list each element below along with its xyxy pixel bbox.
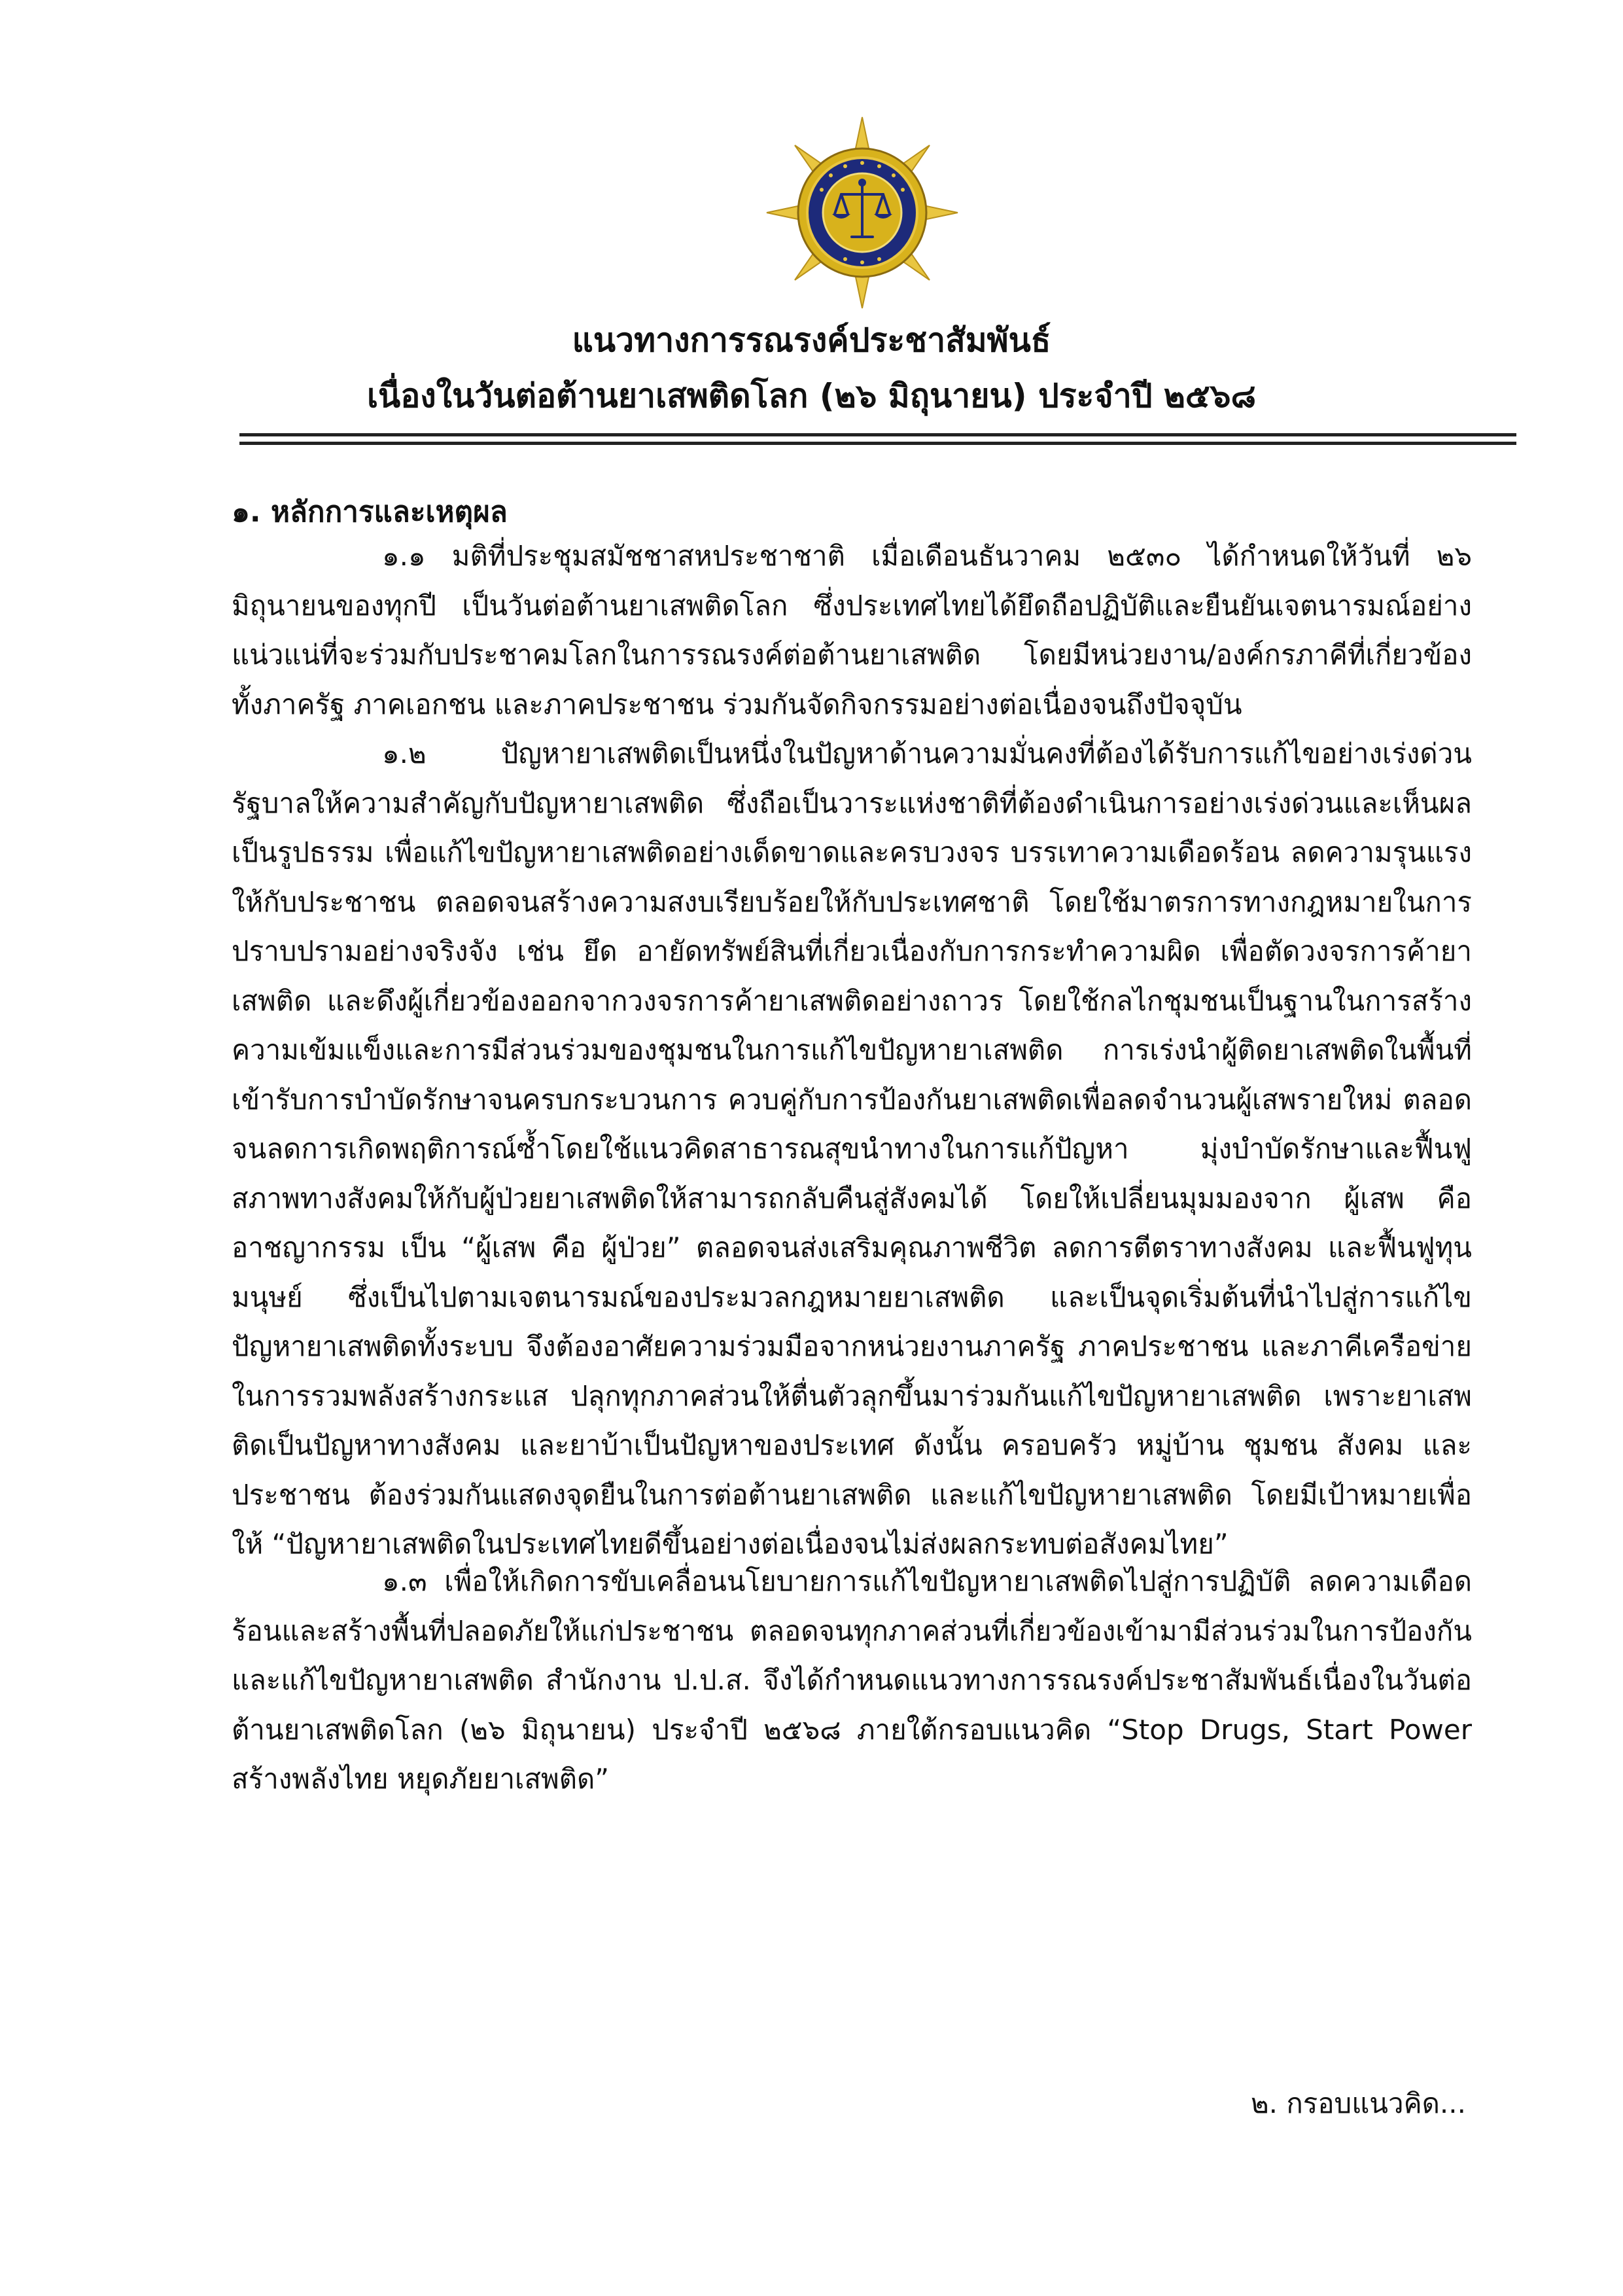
agency-emblem-icon — [764, 115, 960, 311]
paragraph-1-3: ๑.๓ เพื่อให้เกิดการขับเคลื่อนนโยบายการแก้ไขปัญหายาเสพติดไปสู่การปฏิบัติ ลดความเดือดร้อนและสร้างพื้นที่ปลอดภัยให้แก่ประชาชน ตลอดจนทุกภาคส่วนที่เกี่ยวข้องเข้ามามีส่วนร่วมในการป้องกันและแก้ไขปัญหายาเสพติด สำนักงาน ป.ป.ส. จึงได้กำหนดแนวทางการรณรงค์ประชาสัมพันธ์เนื่องในวันต่อต้านยาเสพติดโลก (๒๖ มิถุนายน) ประจำปี ๒๕๖๘ ภายใต้กรอบแนวคิด “Stop Drugs, Start Power สร้างพลังไทย หยุดภัยยาเสพติด” — [232, 1565, 1472, 1795]
paragraph-1-1: ๑.๑ มติที่ประชุมสมัชชาสหประชาชาติ เมื่อเดือนธันวาคม ๒๕๓๐ ได้กำหนดให้วันที่ ๒๖ มิถุนายนของทุกปี เป็นวันต่อต้านยาเสพติดโลก ซึ่งประเทศไทยได้ยึดถือปฏิบัติและยืนยันเจตนารมณ์อย่างแน่วแน่ที่จะร่วมกับประชาคมโลกในการรณรงค์ต่อต้านยาเสพติด โดยมีหน่วยงาน/องค์กรภาคีที่เกี่ยวข้อง ทั้งภาครัฐ ภาคเอกชน และภาคประชาชน ร่วมกันจัดกิจกรรมอย่างต่อเนื่องจนถึงปัจจุบัน — [232, 540, 1472, 720]
paragraph-1-2: ๑.๒ ปัญหายาเสพติดเป็นหนึ่งในปัญหาด้านความมั่นคงที่ต้องได้รับการแก้ไขอย่างเร่งด่วน รัฐบาลให้ความสำคัญกับปัญหายาเสพติด ซึ่งถือเป็นวาระแห่งชาติที่ต้องดำเนินการอย่างเร่งด่วนและเห็นผลเป็นรูปธรรม เพื่อแก้ไขปัญหายาเสพติดอย่างเด็ดขาดและครบวงจร บรรเทาความเดือดร้อน ลดความรุนแรงให้กับประชาชน ตลอดจนสร้างความสงบเรียบร้อยให้กับประเทศชาติ โดยใช้มาตรการทางกฎหมายในการปราบปรามอย่างจริงจัง เช่น ยึด อายัดทรัพย์สินที่เกี่ยวเนื่องกับการกระทำความผิด เพื่อตัดวงจรการค้ายาเสพติด และดึงผู้เกี่ยวข้องออกจากวงจรการค้ายาเสพติดอย่างถาวร โดยใช้กลไกชุมชนเป็นฐานในการสร้างความเข้มแข็งและการมีส่วนร่วมของชุมชนในการแก้ไขปัญหายาเสพติด การเร่งนำผู้ติดยาเสพติดในพื้นที่เข้ารับการบำบัดรักษาจนครบกระบวนการ ควบคู่กับการป้องกันยาเสพติดเพื่อลดจำนวนผู้เสพรายใหม่ ตลอดจนลดการเกิดพฤติการณ์ซ้ำโดยใช้แนวคิดสาธารณสุขนำทางในการแก้ปัญหา มุ่งบำบัดรักษาและฟื้นฟูสภาพทางสังคมให้กับผู้ป่วยยาเสพติดให้สามารถกลับคืนสู่สังคมได้ โดยให้เปลี่ยนมุมมองจาก ผู้เสพ คือ อาชญากรรม เป็น “ผู้เสพ คือ ผู้ป่วย” ตลอดจนส่งเสริมคุณภาพชีวิต ลดการตีตราทางสังคม และฟื้นฟูทุนมนุษย์ ซึ่งเป็นไปตามเจตนารมณ์ของประมวลกฎหมายยาเสพติด และเป็นจุดเริ่มต้นที่นำไปสู่การแก้ไขปัญหายาเสพติดทั้งระบบ จึงต้องอาศัยความร่วมมือจากหน่วยงานภาครัฐ ภาคประชาชน และภาคีเครือข่ายในการรวมพลังสร้างกระแส ปลุกทุกภาคส่วนให้ตื่นตัวลุกขึ้นมาร่วมกันแก้ไขปัญหายาเสพติด เพราะยาเสพติดเป็นปัญหาทางสังคม และยาบ้าเป็นปัญหาของประเทศ ดังนั้น ครอบครัว หมู่บ้าน ชุมชน สังคม และประชาชน ต้องร่วมกันแสดงจุดยืนในการต่อต้านยาเสพติด และแก้ไขปัญหายาเสพติด โดยมีเป้าหมายเพื่อให้ “ปัญหายาเสพติดในประเทศไทยดีขึ้นอย่างต่อเนื่องจนไม่ส่งผลกระทบต่อสังคมไทย” — [232, 737, 1472, 1560]
title-divider-top — [239, 433, 1516, 436]
title-divider-bottom — [239, 442, 1516, 445]
document-title-line-1: แนวทางการรณรงค์ประชาสัมพันธ์ — [572, 321, 1051, 359]
document-title-line-2: เนื่องในวันต่อต้านยาเสพติดโลก (๒๖ มิถุนายน) ประจำปี ๒๕๖๘ — [366, 377, 1257, 415]
section-1-heading: ๑. หลักการและเหตุผล — [232, 495, 508, 529]
next-page-reference: ๒. กรอบแนวคิด... — [1250, 2087, 1466, 2119]
